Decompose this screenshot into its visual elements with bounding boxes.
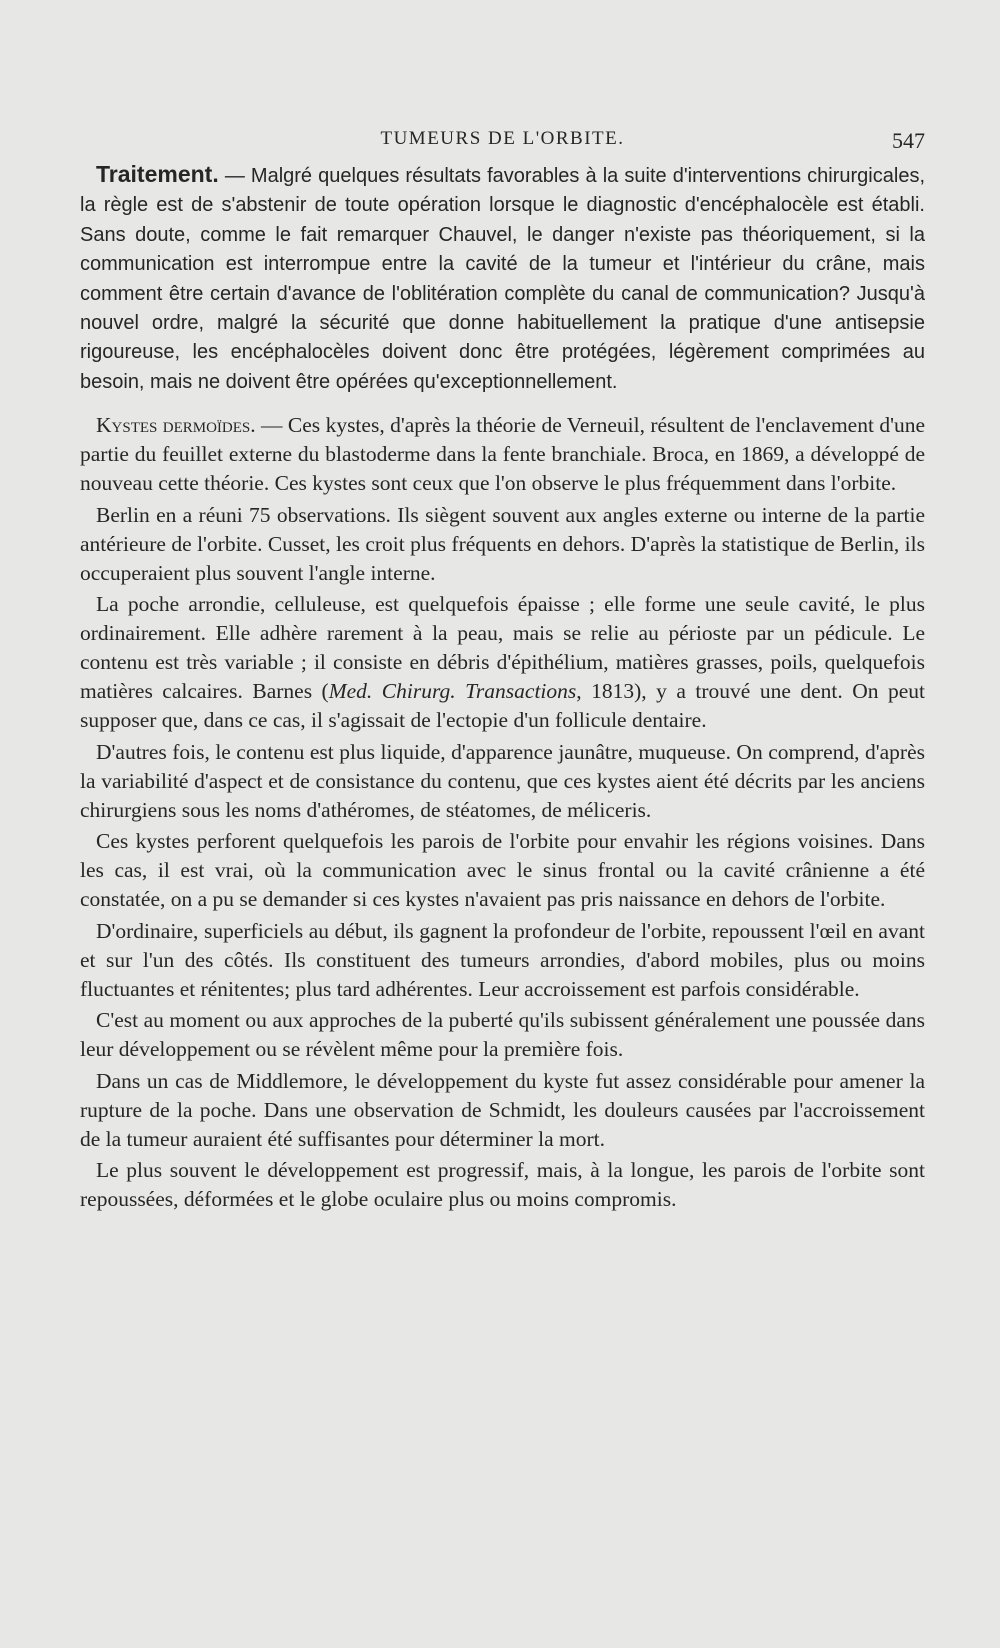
section-heading-kystes-dermoides: Kystes dermoïdes. [96,413,256,438]
paragraph-contenu [80,738,925,825]
paragraph-text-after-citation: , 1813), y a trouvé une dent. On peut supposer que, dans ce cas, il s'agissait de l'ectopie d'un follicule dentaire. [80,679,926,733]
section-heading-traitement: Traitement. [96,161,219,187]
paragraph-text: C'est au moment ou aux approches de la puberté qu'ils subissent généralement une poussée dans leur développement ou se révèlent même pour la première fois. [80,1008,925,1062]
page-number: 547 [892,128,925,153]
paragraph-conclusion [80,1156,925,1214]
paragraph-text: — Ces kystes, d'après la théorie de Verneuil, résultent de l'enclavement d'une partie du feuillet externe du blastoderme dans la fente branchiale. Broca, en 1869, a développé de nouveau cette théorie. Ces kystes sont ceux que l'on observe le plus fréquemment dans l'orbite. [80,413,925,496]
paragraph-berlin [80,501,925,588]
paragraph-middlemore [80,1067,925,1154]
citation-title: Med. Chirurg. Transactions [328,679,577,704]
paragraph-text: D'autres fois, le contenu est plus liquide, d'apparence jaunâtre, muqueuse. On comprend, d'après la variabilité d'aspect et de consistance du contenu, que ces kystes aient été décrits par les anciens chirurgiens sous les noms d'athéromes, de stéatomes, de méliceris. [80,739,925,822]
paragraph-text: Berlin en a réuni 75 observations. Ils siègent souvent aux angles externe ou interne de la partie antérieure de l'orbite. Cusset, les croit plus fréquents en dehors. D'après la statistique de Berlin, ils occuperaient plus souvent l'angle interne. [80,502,925,585]
paragraph-text: Dans un cas de Middlemore, le développement du kyste fut assez considérable pour amener la rupture de la poche. Dans une observation de Schmidt, les douleurs causées par l'accroissement de la tumeur auraient été suffisantes pour déterminer la mort. [80,1068,925,1151]
paragraph-text: — Malgré quelques résultats favorables à la suite d'interventions chirurgicales, la règle est de s'abstenir de toute opération lorsque le diagnostic d'encéphalocèle est établi. Sans doute, comme le fait remarquer Chauvel, le danger n'existe pas théoriquement, si la communication est interrompue entre la cavité de la tumeur et l'intérieur du crâne, mais comment être certain d'avance de l'oblitération complète du canal de communication? Jusqu'à nouvel ordre, malgré la sécurité que donne habituellement la pratique d'une antisepsie rigoureuse, les encéphalocèles doivent donc être protégées, légèrement comprimées au besoin, mais ne doivent être opérées qu'exceptionnellement. [80,165,925,393]
running-head [80,126,925,154]
paragraph-puberte [80,1006,925,1064]
paragraph-traitement [80,160,925,397]
paragraph-text: D'ordinaire, superficiels au début, ils gagnent la profondeur de l'orbite, repoussent l'œil en avant et sur l'un des côtés. Ils constituent des tumeurs arrondies, d'abord mobiles, plus ou moins fluctuantes et rénitentes; plus tard adhérentes. Leur accroissement est parfois considérable. [80,918,925,1001]
paragraph-kystes-dermoides [80,411,925,498]
paragraph-text-before-citation: La poche arrondie, celluleuse, est quelquefois épaisse ; elle forme une seule cavité, le plus ordinairement. Elle adhère rarement à la peau, mais se relie au périoste par un pédicule. Le contenu est très variable ; il consiste en débris d'épithélium, matières grasses, poils, quelquefois matières calcaires. Barnes ( [80,592,925,704]
paragraph-evolution [80,917,925,1004]
page-header-title: TUMEURS DE L'ORBITE. [380,128,625,149]
paragraph-text: Le plus souvent le développement est progressif, mais, à la longue, les parois de l'orbite sont repoussées, déformées et le globe oculaire plus ou moins compromis. [80,1158,925,1212]
paragraph-perforation [80,827,925,914]
paragraph-text: Ces kystes perforent quelquefois les parois de l'orbite pour envahir les régions voisines. Dans les cas, il est vrai, où la communication avec le sinus frontal ou la cavité crânienne a été constatée, on a pu se demander si ces kystes n'avaient pas pris naissance en dehors de l'orbite. [80,829,925,912]
body-text [80,160,925,1217]
paragraph-poche [80,590,925,735]
